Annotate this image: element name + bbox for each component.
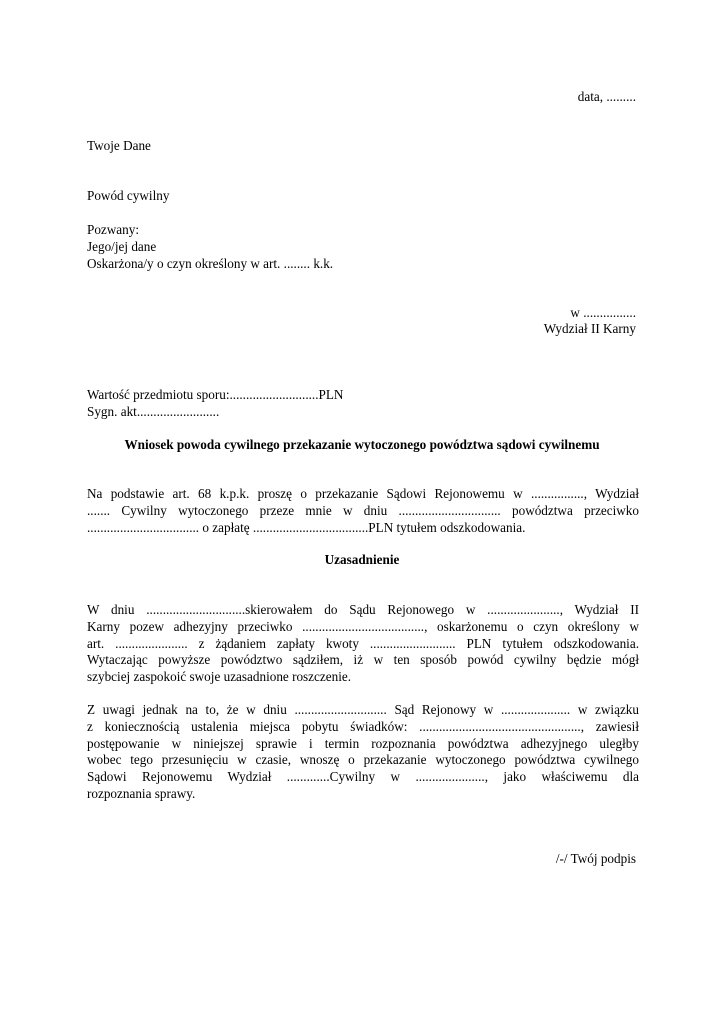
case-reference: Sygn. akt......................... xyxy=(87,404,220,419)
paragraph-line: wobec tego przesunięciu w czasie, wnoszę o przekazanie wytoczonego powództwa cywilnego xyxy=(87,752,639,768)
paragraph-line: szybciej zaspokoić swoje uzasadnione roszczenie. xyxy=(87,669,352,685)
paragraph-line: W dniu ..............................skierowałem do Sądu Rejonowego w ......................, Wydział II xyxy=(87,602,639,617)
paragraph-line: rozpoznania sprawy. xyxy=(87,785,196,801)
accused-line: Oskarżona/y o czyn określony w art. ........ k.k. xyxy=(87,256,334,271)
paragraph-line: Wytaczając powyższe powództwo sądziłem, iż w ten sposób powód cywilny będzie mógł xyxy=(87,652,639,668)
defendant-data: Jego/jej dane xyxy=(87,239,157,254)
court-place: w ................ xyxy=(570,305,636,320)
document-title: Wniosek powoda cywilnego przekazanie wytoczonego powództwa sądowi cywilnemu xyxy=(124,437,600,452)
paragraph-line: ....... Cywilny wytoczonego przeze mnie w dniu ............................... powództwa przeciwko xyxy=(87,502,639,518)
request-paragraph xyxy=(87,486,639,536)
paragraph-line: z koniecznością ustalenia miejsca pobytu świadków: ................................................., zawiesił xyxy=(87,718,639,734)
justification-heading: Uzasadnienie xyxy=(324,552,400,567)
paragraph-line: .................................. o zapłatę ...................................PLN tytułem odszkodowania. xyxy=(87,519,526,535)
your-data-line: Twoje Dane xyxy=(87,138,151,153)
justification-paragraph-1 xyxy=(87,602,639,686)
paragraph-line: Karny pozew adhezyjny przeciwko ....................................., oskarżonemu o czyn określony w xyxy=(87,618,639,634)
paragraph-line: postępowanie w niniejszej sprawie i termin rozpoznania powództwa adhezyjnego uległby xyxy=(87,735,639,751)
paragraph-line: Z uwagi jednak na to, że w dniu ............................ Sąd Rejonowy w ..................... w związku xyxy=(87,702,639,717)
dispute-value: Wartość przedmiotu sporu:...........................PLN xyxy=(87,387,344,402)
signature-line: /-/ Twój podpis xyxy=(555,851,636,866)
justification-paragraph-2 xyxy=(87,702,639,803)
court-department: Wydział II Karny xyxy=(543,321,636,336)
defendant-label: Pozwany: xyxy=(87,222,140,237)
paragraph-line: art. ...................... z żądaniem zapłaty kwoty .......................... PLN tytułem odszkodowania. xyxy=(87,635,639,651)
date-line: data, ......... xyxy=(577,89,636,104)
paragraph-line: Sądowi Rejonowemu Wydział .............Cywilny w ....................., jako właściwemu dla xyxy=(87,769,639,785)
plaintiff-line: Powód cywilny xyxy=(87,188,170,203)
paragraph-line: Na podstawie art. 68 k.p.k. proszę o przekazanie Sądowi Rejonowemu w ................, Wydział xyxy=(87,486,639,501)
